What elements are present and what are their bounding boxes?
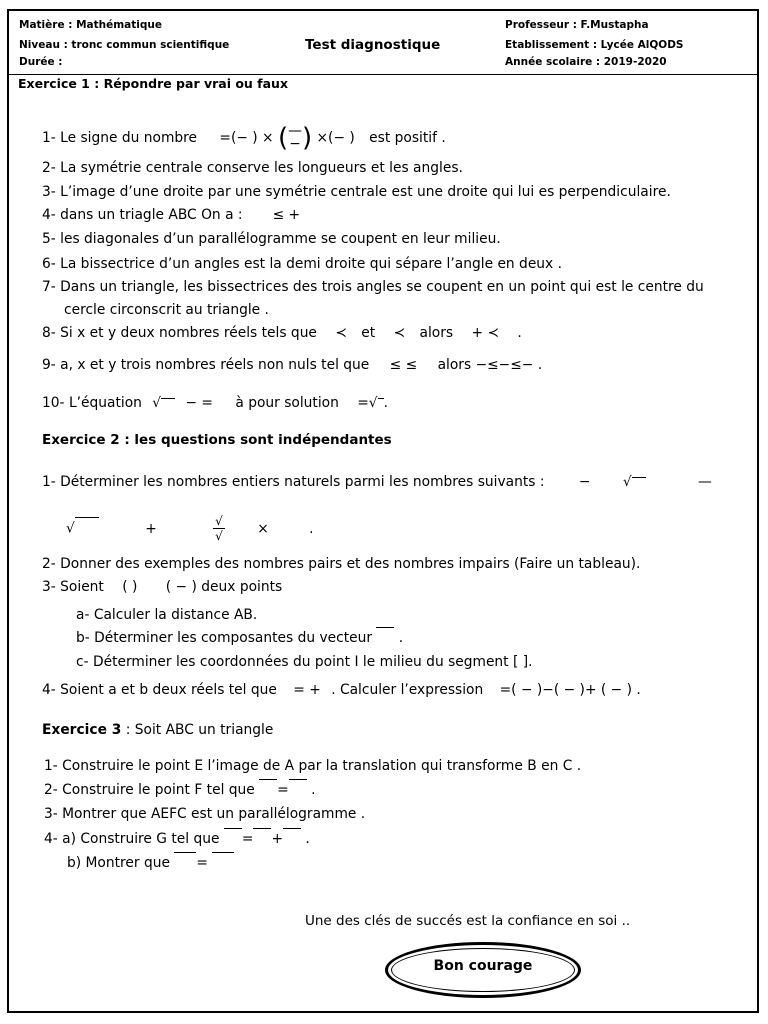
exercise-1-title: Exercice 1 : Répondre par vrai ou faux — [18, 76, 289, 91]
ex2-q1: 1- Déterminer les nombres entiers naturels parmi les nombres suivants : − √ — — [42, 474, 712, 490]
closing-quote: Une des clés de succés est la confiance en soi .. — [305, 913, 631, 929]
ex1-q1: 1- Le signe du nombre =(− ) × ( — − ) ×(− ) est positif . — [42, 123, 446, 153]
teacher-label: Professeur : F.Mustapha — [505, 19, 649, 31]
ex3-q3: 3- Montrer que AEFC est un parallélogramme . — [44, 806, 366, 822]
ex1-q7: 7- Dans un triangle, les bissectrices des trois angles se coupent en un point qui est le centre du — [42, 279, 704, 295]
ex2-q3b: b- Déterminer les composantes du vecteur . — [76, 630, 403, 646]
ex1-q10: 10- L’équation √ − = à pour solution =√ . — [42, 395, 388, 411]
ex2-q3a: a- Calculer la distance AB. — [76, 607, 258, 623]
ex1-q7-cont: cercle circonscrit au triangle . — [64, 302, 269, 318]
header — [7, 9, 759, 75]
ex1-q3: 3- L’image d’une droite par une symétrie centrale est une droite qui lui es perpendiculaire. — [42, 184, 671, 200]
subject-label: Matière : Mathématique — [19, 19, 162, 31]
ex2-q3: 3- Soient ( ) ( − ) deux points — [42, 579, 283, 595]
ex1-q5: 5- les diagonales d’un parallélogramme se coupent en leur milieu. — [42, 231, 501, 247]
exercise-3-title: Exercice 3 — [42, 722, 122, 738]
ex3-q4a: 4- a) Construire G tel que = + . — [44, 831, 310, 847]
ex1-q6: 6- La bissectrice d’un angles est la demi droite qui sépare l’angle en deux . — [42, 256, 562, 272]
year-label: Année scolaire : 2019-2020 — [505, 56, 667, 68]
ex3-q1: 1- Construire le point E l’image de A par la translation qui transforme B en C . — [44, 758, 582, 774]
school-label: Etablissement : Lycée AlQODS — [505, 39, 684, 51]
exercise-3-header: Exercice 3 : Soit ABC un triangle — [42, 722, 274, 738]
ex3-q2: 2- Construire le point F tel que = . — [44, 782, 316, 798]
ex2-q1-list: √ + √ √ × . — [66, 514, 314, 543]
ex2-q4: 4- Soient a et b deux réels tel que = + . Calculer l’expression =( − )−( − )+ ( − ) . — [42, 682, 641, 698]
page-title: Test diagnostique — [305, 37, 441, 53]
ex2-q2: 2- Donner des exemples des nombres pairs et des nombres impairs (Faire un tableau). — [42, 556, 641, 572]
duration-label: Durée : — [19, 56, 63, 68]
ex1-q2: 2- La symétrie centrale conserve les longueurs et les angles. — [42, 160, 463, 176]
ex2-q3c: c- Déterminer les coordonnées du point I le milieu du segment [ ]. — [76, 654, 533, 670]
exercise-2-title: Exercice 2 : les questions sont indépendantes — [42, 432, 392, 448]
ex1-q8: 8- Si x et y deux nombres réels tels que ≺ et ≺ alors + ≺ . — [42, 325, 522, 341]
ex1-q9: 9- a, x et y trois nombres réels non nuls tel que ≤ ≤ alors −≤−≤− . — [42, 357, 543, 373]
ex3-q4b: b) Montrer que = — [67, 855, 234, 871]
level-label: Niveau : tronc commun scientifique — [19, 39, 230, 51]
good-luck-text: Bon courage — [433, 958, 533, 974]
ex1-q4: 4- dans un triagle ABC On a : ≤ + — [42, 207, 301, 223]
